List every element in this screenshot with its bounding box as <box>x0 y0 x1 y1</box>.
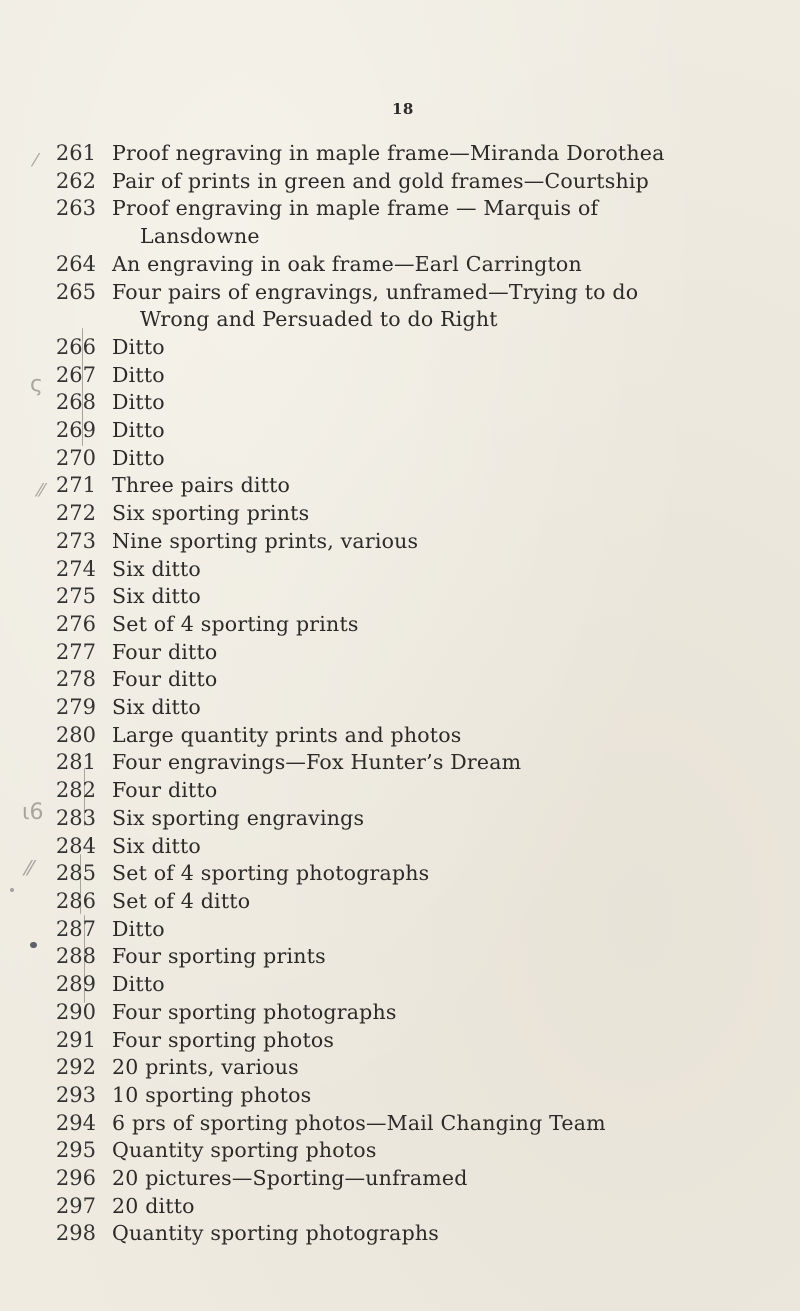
lot-description: 6 prs of sporting photos—Mail Changing Team <box>112 1110 606 1135</box>
lot-number: 293 <box>55 1082 96 1107</box>
lot-item <box>0 999 800 1027</box>
lot-number: 295 <box>55 1138 96 1163</box>
lot-description: Six ditto <box>112 833 201 858</box>
lot-number: 289 <box>55 972 96 997</box>
lot-description: Three pairs ditto <box>112 473 291 498</box>
lot-number: 272 <box>55 501 96 526</box>
lot-item <box>0 417 800 445</box>
page-number: 18 <box>392 100 414 118</box>
lot-description: Four sporting photos <box>112 1027 335 1052</box>
lot-item <box>0 611 800 639</box>
lot-description-continuation: Lansdowne <box>140 224 260 249</box>
lot-item <box>0 916 800 944</box>
lot-number: 283 <box>55 805 96 830</box>
lot-item <box>0 583 800 611</box>
lot-item <box>0 833 800 861</box>
lot-description: Ditto <box>112 334 165 359</box>
lot-number: 298 <box>55 1221 96 1246</box>
lot-description: Six sporting engravings <box>112 805 365 830</box>
lot-number: 265 <box>55 279 96 304</box>
lot-description: Six sporting prints <box>112 501 310 526</box>
lot-description: Set of 4 sporting photographs <box>112 861 430 886</box>
lot-description <box>112 279 800 334</box>
lot-item <box>0 140 800 168</box>
lot-number: 286 <box>55 888 96 913</box>
lot-item <box>0 1193 800 1221</box>
lot-item <box>0 556 800 584</box>
pencil-mark: ς <box>30 372 43 397</box>
lot-number: 274 <box>55 556 96 581</box>
lot-number: 269 <box>55 418 96 443</box>
lot-description: Pair of prints in green and gold frames—Courtship <box>112 168 649 193</box>
lot-description: Six ditto <box>112 695 201 720</box>
lot-item <box>0 362 800 390</box>
lot-description: Quantity sporting photos <box>112 1138 377 1163</box>
lot-item <box>0 389 800 417</box>
lot-item <box>0 445 800 473</box>
lot-description-continuation: Wrong and Persuaded to do Right <box>140 307 498 332</box>
lot-description: Four ditto <box>112 639 218 664</box>
lot-item <box>0 694 800 722</box>
lot-description: Four sporting prints <box>112 944 326 969</box>
lot-item <box>0 195 800 250</box>
lot-item <box>0 279 800 334</box>
lot-number: 290 <box>55 999 96 1024</box>
lot-description: Ditto <box>112 972 165 997</box>
lot-item <box>0 639 800 667</box>
lot-item <box>0 251 800 279</box>
lot-number: 270 <box>55 445 96 470</box>
lot-number: 297 <box>55 1193 96 1218</box>
lot-description: 20 ditto <box>112 1193 195 1218</box>
lot-number: 262 <box>55 168 96 193</box>
lot-item <box>0 168 800 196</box>
lot-item <box>0 1082 800 1110</box>
lot-number: 296 <box>55 1166 96 1191</box>
lot-description: Four engravings—Fox Hunter’s Dream <box>112 750 522 775</box>
lot-number: 294 <box>55 1110 96 1135</box>
lot-description: Quantity sporting photographs <box>112 1221 440 1246</box>
lot-description: Proof negraving in maple frame—Miranda Dorothea <box>112 141 665 165</box>
lot-item <box>0 1137 800 1165</box>
lot-item <box>0 1220 800 1248</box>
lot-number: 264 <box>55 251 96 276</box>
lot-number: 278 <box>55 667 96 692</box>
lot-number: 279 <box>55 695 96 720</box>
lot-number: 277 <box>55 639 96 664</box>
lot-description-line: Four pairs of engravings, unframed—Trying to do <box>112 279 639 304</box>
lot-item <box>0 971 800 999</box>
lot-number: 275 <box>55 584 96 609</box>
pencil-mark: ⁄ <box>34 150 38 171</box>
lot-item <box>0 1165 800 1193</box>
lot-description: 20 prints, various <box>112 1055 299 1080</box>
lot-item <box>0 472 800 500</box>
lot-description-line: Proof engraving in maple frame — Marquis of <box>112 196 599 221</box>
lot-number: 271 <box>55 473 96 498</box>
lot-description: Set of 4 ditto <box>112 888 251 913</box>
lot-list <box>0 140 800 1248</box>
lot-description: Ditto <box>112 916 165 941</box>
lot-description: Nine sporting prints, various <box>112 528 419 553</box>
lot-number: 284 <box>55 833 96 858</box>
lot-number: 292 <box>55 1055 96 1080</box>
pencil-mark: ι6 <box>22 800 44 825</box>
lot-item <box>0 722 800 750</box>
lot-item <box>0 888 800 916</box>
lot-description <box>112 195 800 250</box>
lot-item <box>0 1027 800 1055</box>
lot-description: 10 sporting photos <box>112 1082 312 1107</box>
lot-item <box>0 805 800 833</box>
lot-number: 281 <box>55 750 96 775</box>
lot-item <box>0 1054 800 1082</box>
lot-description: 20 pictures—Sporting—unframed <box>112 1166 468 1191</box>
lot-number: 266 <box>55 334 96 359</box>
lot-number: 288 <box>55 944 96 969</box>
lot-description: Four sporting photographs <box>112 999 397 1024</box>
lot-item <box>0 860 800 888</box>
lot-description: Ditto <box>112 445 165 470</box>
lot-number: 273 <box>55 528 96 553</box>
lot-description: Ditto <box>112 390 165 415</box>
pencil-mark: ⁄⁄ <box>26 856 33 880</box>
lot-description: Large quantity prints and photos <box>112 722 462 747</box>
lot-number: 287 <box>55 916 96 941</box>
lot-number: 282 <box>55 778 96 803</box>
lot-description: Four ditto <box>112 667 218 692</box>
lot-item <box>0 500 800 528</box>
lot-description: An engraving in oak frame—Earl Carrington <box>112 251 582 276</box>
lot-item <box>0 334 800 362</box>
lot-item <box>0 943 800 971</box>
lot-description: Six ditto <box>112 584 201 609</box>
pencil-mark: ⁄⁄ <box>38 480 45 501</box>
lot-description: Set of 4 sporting prints <box>112 611 359 636</box>
lot-number: 267 <box>55 362 96 387</box>
lot-item <box>0 1110 800 1138</box>
lot-number: 268 <box>55 390 96 415</box>
lot-description: Ditto <box>112 362 165 387</box>
lot-number: 261 <box>55 141 96 165</box>
lot-description: Four ditto <box>112 778 218 803</box>
lot-description: Ditto <box>112 418 165 443</box>
lot-number: 291 <box>55 1027 96 1052</box>
lot-description: Six ditto <box>112 556 201 581</box>
lot-item <box>0 666 800 694</box>
lot-item <box>0 749 800 777</box>
lot-item <box>0 528 800 556</box>
lot-item <box>0 777 800 805</box>
lot-number: 263 <box>55 196 96 221</box>
lot-number: 285 <box>55 861 96 886</box>
lot-number: 280 <box>55 722 96 747</box>
lot-number: 276 <box>55 611 96 636</box>
